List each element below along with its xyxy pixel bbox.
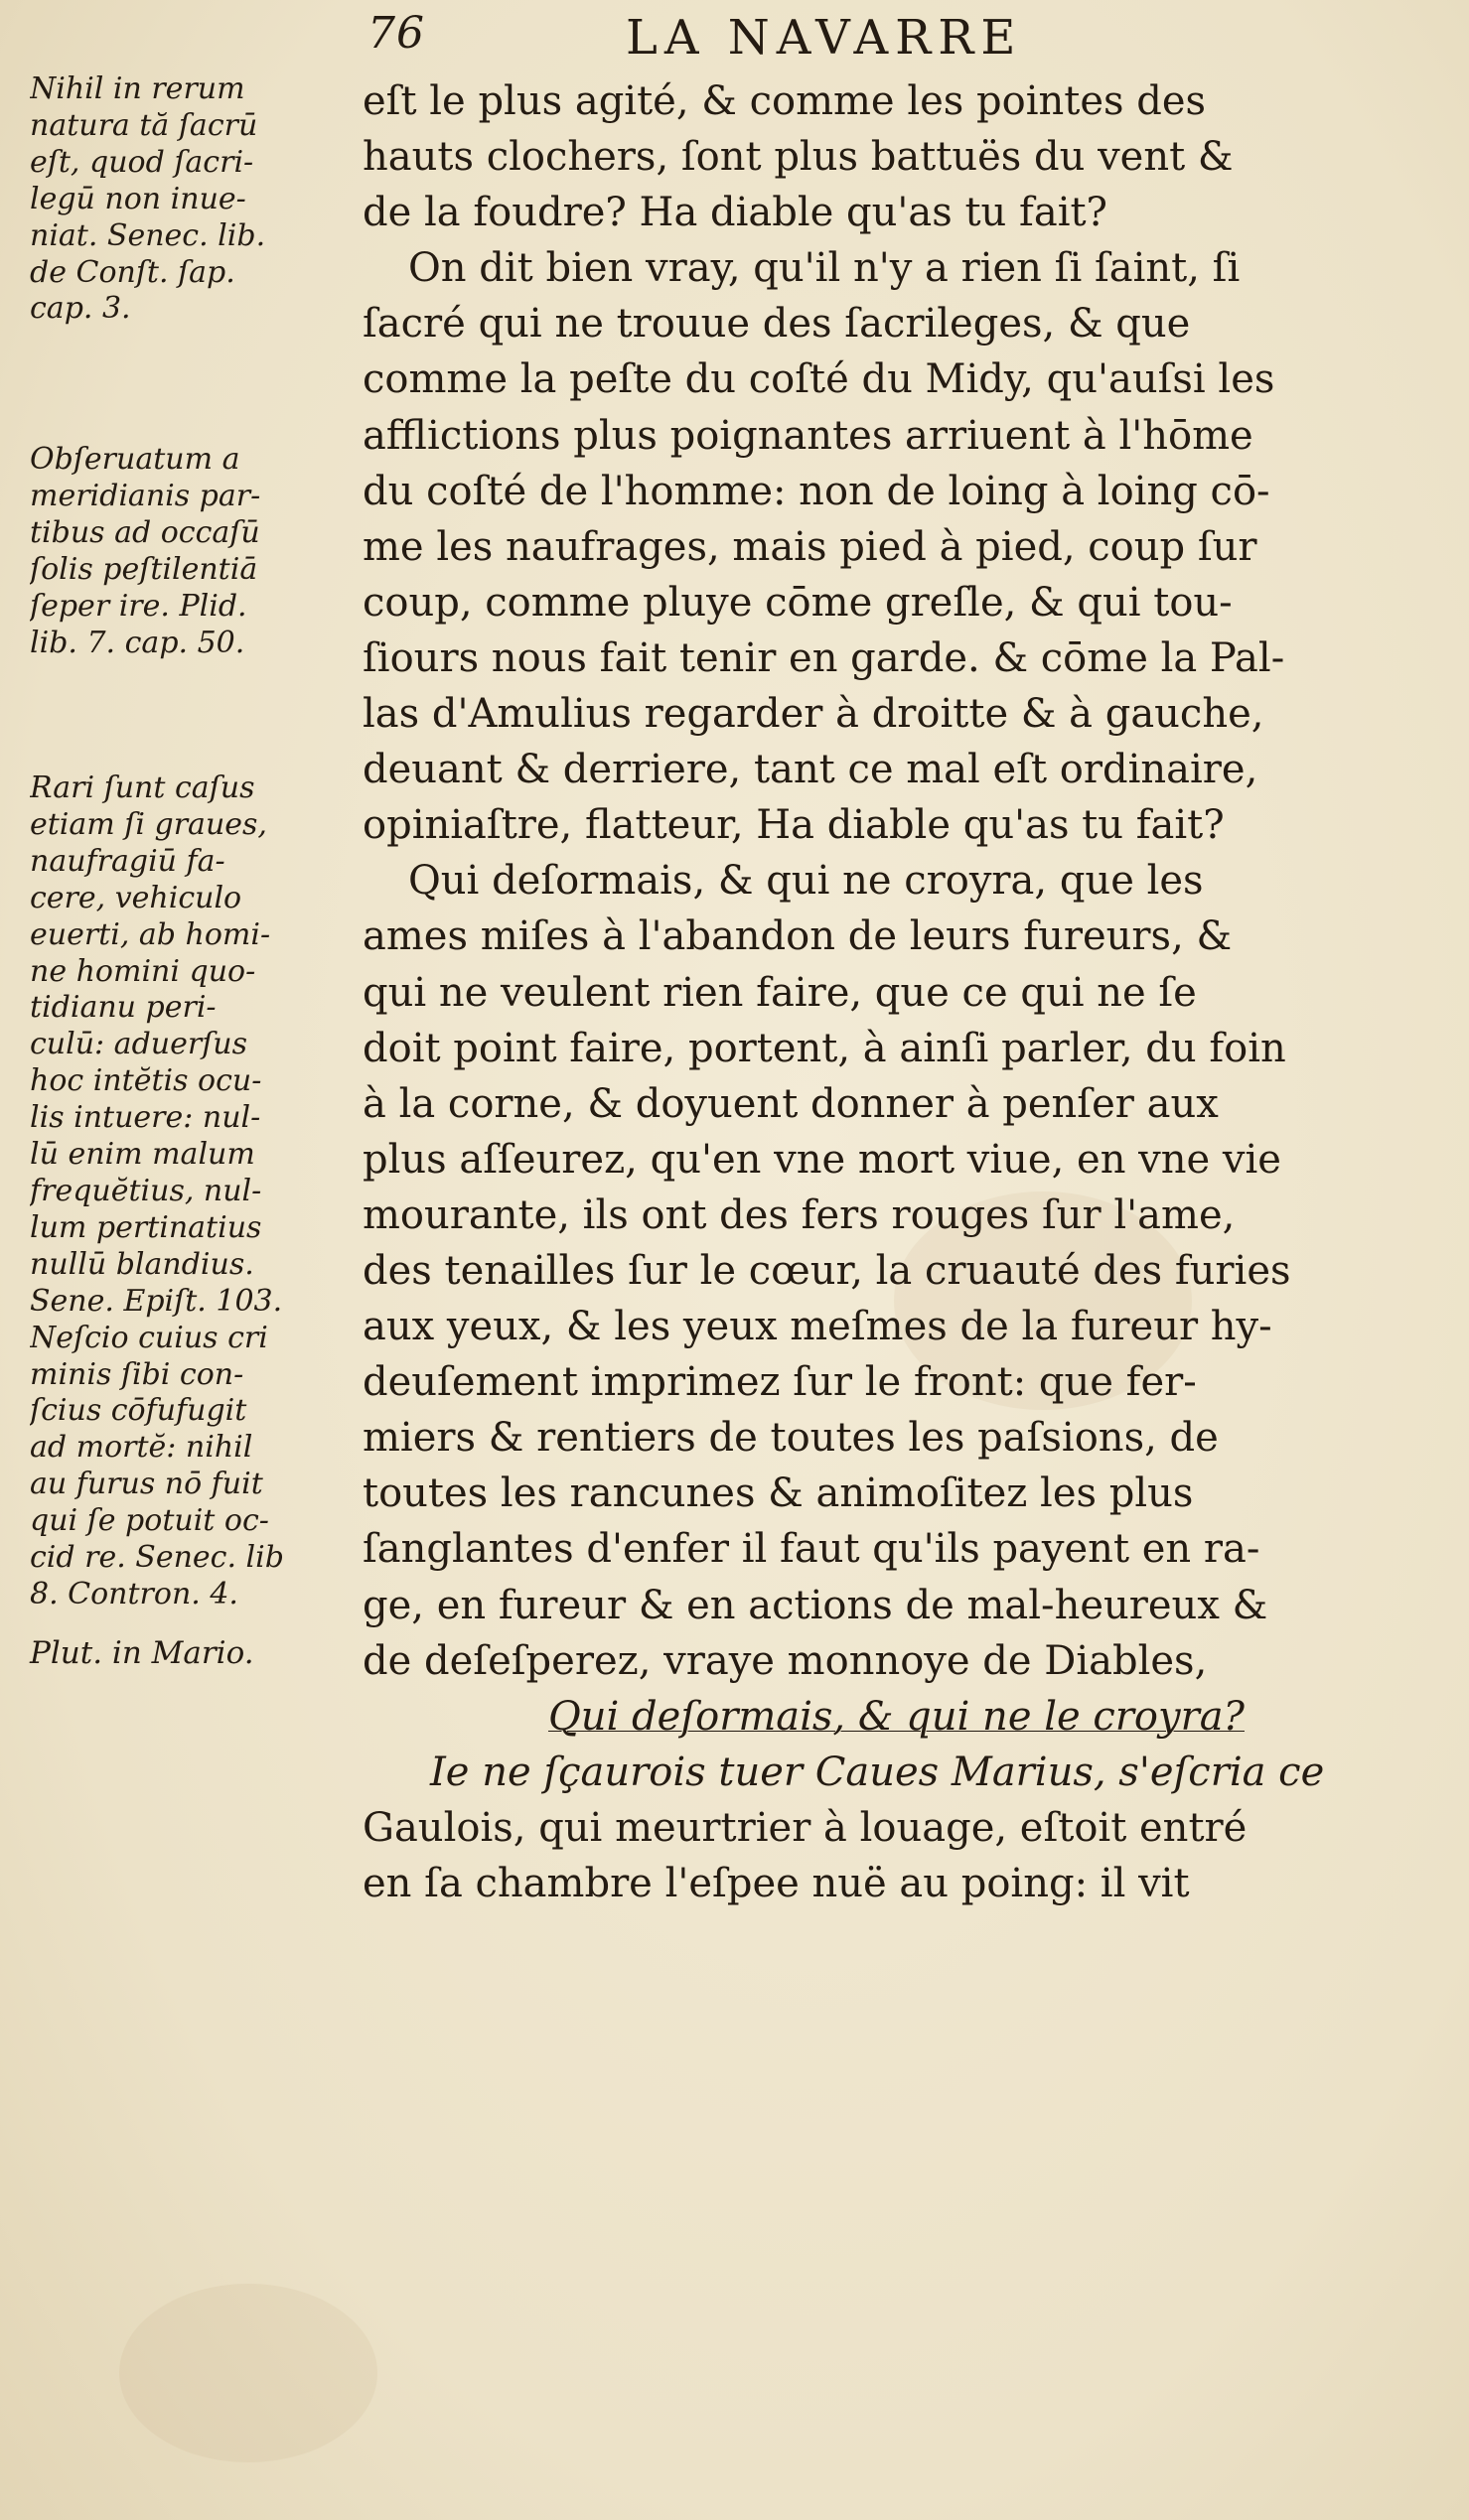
- page-number: 76: [367, 8, 425, 59]
- text-line: ſanglantes d'enfer il faut qu'ils payent en ra-: [363, 1526, 1260, 1573]
- margin-note-line: ad mortĕ: nihil: [30, 1430, 253, 1466]
- text-line: à la corne, & doyuent donner à penſer aux: [363, 1080, 1219, 1127]
- margin-note-line: lum pertinatius: [30, 1209, 262, 1245]
- text-line: me les naufrages, mais pied à pied, coup ſur: [363, 523, 1257, 570]
- margin-note-line: ſcius cōfufugit: [30, 1393, 247, 1429]
- margin-note-line: etiam ſi graues,: [30, 806, 267, 842]
- margin-note: [30, 770, 284, 1613]
- margin-note-line: 8. Contron. 4.: [30, 1576, 238, 1611]
- text-line: doit point faire, portent, à ainſi parler, du foin: [363, 1025, 1286, 1071]
- text-line: hauts clochers, ſont plus battuës du vent &: [363, 134, 1234, 181]
- margin-note-line: ſeper ire. Plid.: [30, 588, 247, 624]
- text-line: ge, en fureur & en actions de mal-heureux &: [363, 1582, 1268, 1628]
- margin-note-line: Rari ſunt caſus: [30, 770, 255, 805]
- text-line: afflictions plus poignantes arriuent à l'hōme: [363, 412, 1253, 459]
- margin-note-line: legū non inue-: [30, 181, 246, 216]
- text-line: du coſté de l'homme: non de loing à loing cō-: [363, 468, 1270, 514]
- margin-note-line: cere, vehiculo: [30, 880, 242, 915]
- text-line: eſt le plus agité, & comme les pointes des: [363, 78, 1207, 124]
- text-line: de la foudre? Ha diable qu'as tu fait?: [363, 190, 1107, 236]
- text-line: comme la peſte du coſté du Midy, qu'auſsi les: [363, 356, 1275, 403]
- paper-stain: [119, 2284, 377, 2462]
- margin-note-line: ne homini quo-: [30, 953, 256, 989]
- margin-note-line: lū enim malum: [30, 1137, 255, 1173]
- text-line: des tenailles ſur le cœur, la cruauté des furies: [363, 1247, 1291, 1294]
- margin-note-line: euerti, ab homi-: [30, 916, 271, 952]
- margin-note-line: minis ſibi con-: [30, 1356, 244, 1392]
- text-line: Gaulois, qui meurtrier à louage, eſtoit entré: [363, 1804, 1248, 1851]
- margin-note-line: au furus nō fuit: [30, 1467, 263, 1502]
- text-line: ſiours nous fait tenir en garde. & cōme la Pal-: [363, 634, 1285, 681]
- margin-note: [30, 71, 265, 328]
- text-line-refrain: Qui deſormais, & qui ne le croyra?: [547, 1693, 1245, 1740]
- text-line: miers & rentiers de toutes les paſsions, de: [363, 1415, 1219, 1462]
- running-header: [358, 8, 1410, 70]
- text-line: qui ne veulent rien faire, que ce qui ne ſe: [363, 969, 1197, 1016]
- margin-note: [30, 442, 260, 661]
- margin-note-line: eſt, quod ſacri-: [30, 144, 254, 180]
- text-line: mourante, ils ont des fers rouges ſur l'ame,: [363, 1191, 1236, 1238]
- margin-note-line: lis intuere: nul-: [30, 1100, 261, 1136]
- running-title: LA NAVARRE: [626, 10, 1023, 66]
- text-line: toutes les rancunes & animoſitez les plus: [363, 1470, 1194, 1517]
- margin-note-line: culū: aduerſus: [30, 1027, 248, 1062]
- margin-note-line: naufragiū fa-: [30, 843, 225, 879]
- margin-note-line: cid re. Senec. lib: [30, 1540, 284, 1576]
- margin-note-line: qui ſe potuit oc-: [30, 1503, 269, 1539]
- margin-note-line: ſolis peſtilentiā: [30, 551, 258, 587]
- margin-note-line: tibus ad occaſū: [30, 514, 260, 550]
- margin-note-line: de Conſt. ſap.: [30, 254, 235, 290]
- margin-note-line: tidianu peri-: [30, 990, 217, 1026]
- text-line: opiniaſtre, flatteur, Ha diable qu'as tu fait?: [363, 802, 1225, 849]
- text-line: deuſement imprimez ſur le front: que fer-: [363, 1359, 1197, 1406]
- margin-note-line: Obſeruatum a: [30, 442, 240, 477]
- margin-note-line: nullū blandius.: [30, 1246, 254, 1282]
- text-line: Ie ne ſçaurois tuer Caues Marius, s'eſcria ce: [430, 1749, 1325, 1795]
- text-line: de deſeſperez, vraye monnoye de Diables,: [363, 1637, 1208, 1684]
- margin-note-line: natura tă ſacrū: [30, 107, 258, 143]
- margin-reference: Plut. in Mario.: [30, 1635, 254, 1671]
- text-line: coup, comme pluye cōme greſle, & qui tou-: [363, 579, 1233, 626]
- text-line: deuant & derriere, tant ce mal eſt ordinaire,: [363, 747, 1258, 793]
- margin-note-line: Neſcio cuius cri: [30, 1320, 268, 1355]
- text-line: en ſa chambre l'eſpee nuë au poing: il vit: [363, 1861, 1190, 1906]
- text-line: aux yeux, & les yeux meſmes de la fureur hy-: [363, 1304, 1272, 1350]
- margin-note-line: niat. Senec. lib.: [30, 217, 266, 253]
- margin-note-line: cap. 3.: [30, 291, 131, 327]
- body-text: [363, 73, 1430, 1911]
- margin-note-line: lib. 7. cap. 50.: [30, 625, 245, 660]
- margin-note-line: Sene. Epiſt. 103.: [30, 1283, 283, 1319]
- margin-note-line: hoc intĕtis ocu-: [30, 1063, 262, 1099]
- text-line: las d'Amulius regarder à droitte & à gauche,: [363, 691, 1264, 738]
- margin-note-line: Nihil in rerum: [30, 71, 245, 106]
- margin-note-line: frequĕtius, nul-: [30, 1173, 262, 1208]
- text-line: On dit bien vray, qu'il n'y a rien ſi ſaint, ſi: [408, 245, 1241, 292]
- text-line: ames miſes à l'abandon de leurs fureurs, &: [363, 913, 1233, 960]
- margin-note-line: meridianis par-: [30, 478, 261, 513]
- text-line: ſacré qui ne trouue des ſacrileges, & que: [363, 301, 1191, 348]
- text-line: Qui deſormais, & qui ne croyra, que les: [408, 858, 1204, 905]
- text-line: plus aſſeurez, qu'en vne mort viue, en vne vie: [363, 1136, 1281, 1183]
